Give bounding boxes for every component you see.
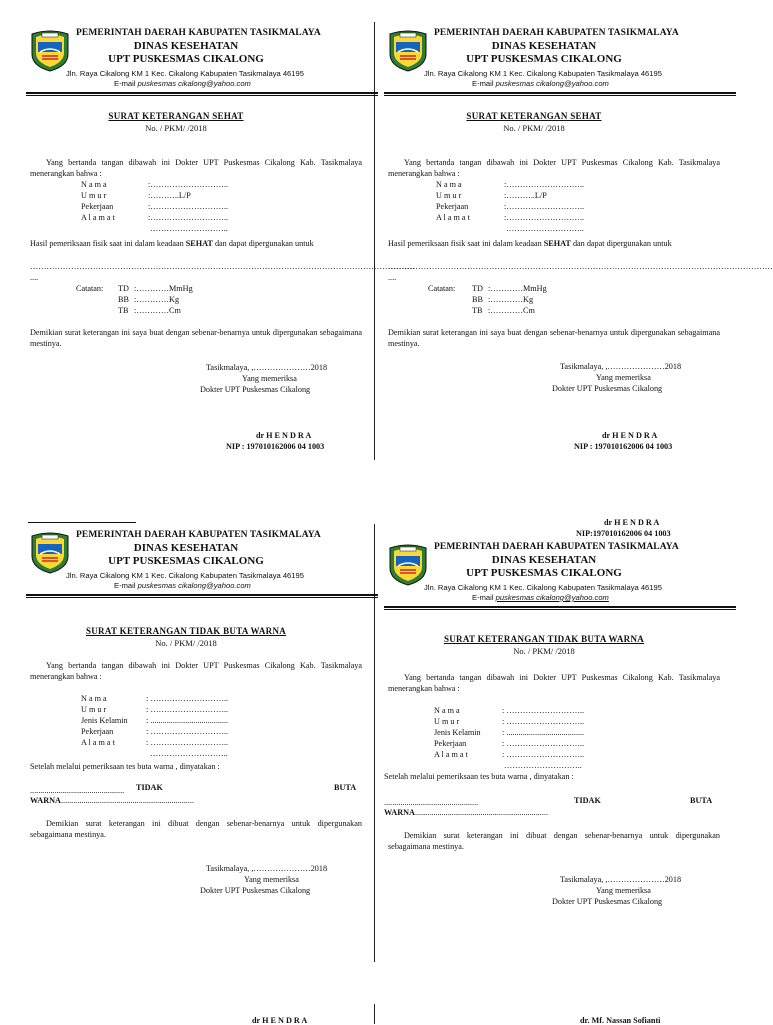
kop-line1: PEMERINTAH DAERAH KABUPATEN TASIKMALAYA <box>434 28 679 38</box>
result-paragraph: Hasil pemeriksaan fisik saat ini dalam keadaan SEHAT dan dapat dipergunakan untuk <box>388 239 672 248</box>
cut-line <box>28 522 136 523</box>
kop-address: Jln. Raya Cikalong KM 1 Kec. Cikalong Kabupaten Tasikmalaya 46195 <box>66 571 304 580</box>
field-value-alamat-2: ……………………….. <box>150 749 228 758</box>
doctor-title: Dokter UPT Puskesmas Cikalong <box>552 897 663 906</box>
signer-nip: NIP : 197010162006 04 1003 <box>574 442 673 451</box>
kop-line3: UPT PUSKESMAS CIKALONG <box>108 555 264 567</box>
letter-sehat-1 <box>26 22 415 462</box>
kop-line1: PEMERINTAH DAERAH KABUPATEN TASIKMALAYA <box>76 28 321 38</box>
catatan-label: Catatan: <box>76 284 104 293</box>
field-value-nama: :……………………….. <box>504 180 585 189</box>
catatan-bb-label: BB <box>118 295 129 304</box>
field-value-alamat: :……………………….. <box>148 213 229 222</box>
place-date: Tasikmalaya, ,…………………2018 <box>206 363 328 372</box>
tasikmalaya-emblem-icon <box>386 28 430 72</box>
field-label-alamat: A l a m a t <box>81 738 115 747</box>
bottom-right-signer-name: dr. Mf. Nassan Sofianti <box>580 1016 661 1025</box>
word-tidak: TIDAK <box>136 783 163 792</box>
field-value-alamat-2: ……………………….. <box>504 761 582 770</box>
signer-nip: NIP : 197010162006 04 1003 <box>226 442 325 451</box>
catatan-td-value: :…………MmHg <box>134 284 193 293</box>
catatan-label: Catatan: <box>428 284 456 293</box>
closing-paragraph: Demikian surat keterangan ini dibuat dengan sebenar-benarnya untuk dipergunakan sebagaimana mestinya. <box>388 831 720 851</box>
kop-email: E-mail puskesmas cikalong@yahoo.com <box>114 581 251 590</box>
letter-title: SURAT KETERANGAN SEHAT <box>466 111 602 121</box>
header-rule <box>384 606 736 608</box>
field-value-umur: : ……………………….. <box>146 705 229 714</box>
letter-title: SURAT KETERANGAN TIDAK BUTA WARNA <box>443 634 645 644</box>
word-tidak: TIDAK <box>574 796 601 805</box>
divider-footer <box>374 1004 375 1024</box>
header-rule <box>26 594 378 596</box>
field-value-umur: :………..L/P <box>504 191 547 200</box>
bottom-left-signer-name: dr H E N D R A <box>252 1016 308 1025</box>
closing-paragraph: Demikian surat keterangan ini saya buat dengan sebenar-benarnya untuk dipergunakan sebagaimana mestinya. <box>388 328 720 348</box>
doctor-title: Dokter UPT Puskesmas Cikalong <box>200 886 311 895</box>
field-label-pekerjaan: Pekerjaan <box>434 739 467 748</box>
header-rule <box>26 92 378 94</box>
warna-line: WARNA................................................................. <box>30 796 194 805</box>
catatan-tb-label: TB <box>118 306 129 315</box>
field-value-pekerjaan: : ……………………….. <box>502 739 585 748</box>
letterhead <box>26 22 378 94</box>
doctor-title: Dokter UPT Puskesmas Cikalong <box>552 384 663 393</box>
email-address: puskesmas cikalong@yahoo.com <box>495 79 609 88</box>
place-date: Tasikmalaya, ,…………………2018 <box>560 875 682 884</box>
kop-line2: DINAS KESEHATAN <box>133 542 239 554</box>
field-label-umur: U m u r <box>434 717 460 726</box>
word-buta: BUTA <box>690 796 713 805</box>
field-label-jenis-kelamin: Jenis Kelamin <box>81 716 128 725</box>
result-sehat: SEHAT <box>185 239 213 248</box>
catatan-tb-label: TB <box>472 306 483 315</box>
result-paragraph: Hasil pemeriksaan fisik saat ini dalam keadaan SEHAT dan dapat dipergunakan untuk <box>30 239 314 248</box>
catatan-bb-value: :…………Kg <box>134 295 180 304</box>
kop-line2: DINAS KESEHATAN <box>133 40 239 52</box>
closing-paragraph: Demikian surat keterangan ini dibuat dengan sebenar-benarnya untuk dipergunakan sebagaimana mestinya. <box>30 819 362 839</box>
kop-line2: DINAS KESEHATAN <box>491 40 597 52</box>
kop-email: E-mail puskesmas cikalong@yahoo.com <box>472 593 609 602</box>
dots-left: .............................................. <box>384 798 479 807</box>
kop-address: Jln. Raya Cikalong KM 1 Kec. Cikalong Kabupaten Tasikmalaya 46195 <box>66 69 304 78</box>
intro-paragraph: Yang bertanda tangan dibawah ini Dokter UPT Puskesmas Cikalong Kab. Tasikmalaya menerangkan bahwa : <box>388 158 720 178</box>
kop-address: Jln. Raya Cikalong KM 1 Kec. Cikalong Kabupaten Tasikmalaya 46195 <box>424 69 662 78</box>
doctor-title: Dokter UPT Puskesmas Cikalong <box>200 385 311 394</box>
intro-paragraph: Yang bertanda tangan dibawah ini Dokter UPT Puskesmas Cikalong Kab. Tasikmalaya menerangkan bahwa : <box>30 158 362 178</box>
tasikmalaya-emblem-icon <box>28 530 72 574</box>
field-value-nama: :……………………….. <box>148 180 229 189</box>
letter-number: No. / PKM/ /2018 <box>155 638 217 648</box>
place-date: Tasikmalaya, ,…………………2018 <box>560 362 682 371</box>
field-label-pekerjaan: Pekerjaan <box>81 202 114 211</box>
header-rule-thin <box>26 597 378 598</box>
letterhead <box>384 536 736 608</box>
letter-sehat-2 <box>384 22 773 462</box>
kop-line3: UPT PUSKESMAS CIKALONG <box>108 53 264 65</box>
kop-address: Jln. Raya Cikalong KM 1 Kec. Cikalong Kabupaten Tasikmalaya 46195 <box>424 583 662 592</box>
field-label-nama: N a m a <box>434 706 460 715</box>
tasikmalaya-emblem-icon <box>386 542 430 586</box>
letter-number: No. / PKM/ /2018 <box>503 123 565 133</box>
field-label-pekerjaan: Pekerjaan <box>81 727 114 736</box>
statement: Setelah melalui pemeriksaan tes buta warna , dinyatakan : <box>30 762 220 771</box>
field-value-alamat-2: ……………………….. <box>150 224 228 233</box>
field-value-alamat-2: ……………………….. <box>506 224 584 233</box>
kop-line3: UPT PUSKESMAS CIKALONG <box>466 53 622 65</box>
letterhead <box>26 524 378 596</box>
kop-line3: UPT PUSKESMAS CIKALONG <box>466 567 622 579</box>
field-label-alamat: A l a m a t <box>81 213 115 222</box>
catatan-td-label: TD <box>472 284 483 293</box>
field-label-nama: N a m a <box>436 180 462 189</box>
kop-line2: DINAS KESEHATAN <box>491 554 597 566</box>
email-address: puskesmas cikalong@yahoo.com <box>495 593 609 602</box>
field-value-pekerjaan: : ……………………….. <box>146 727 229 736</box>
result-dots: …………………………………………………………………………………………………………………………… <box>388 262 773 271</box>
field-value-umur: :………..L/P <box>148 191 191 200</box>
field-label-jenis-kelamin: Jenis Kelamin <box>434 728 481 737</box>
catatan-bb-value: :…………Kg <box>488 295 534 304</box>
letter-title: SURAT KETERANGAN SEHAT <box>108 111 244 121</box>
field-label-nama: N a m a <box>81 180 107 189</box>
tasikmalaya-emblem-icon <box>28 28 72 72</box>
result-dots-2: .... <box>30 273 39 282</box>
catatan-bb-label: BB <box>472 295 483 304</box>
email-address: puskesmas cikalong@yahoo.com <box>137 79 251 88</box>
p4-signer-name: dr H E N D R A <box>604 518 660 527</box>
catatan-tb-value: :…………Cm <box>488 306 535 315</box>
catatan-td-label: TD <box>118 284 129 293</box>
signer-name: dr H E N D R A <box>256 431 312 440</box>
closing-paragraph: Demikian surat keterangan ini saya buat dengan sebenar-benarnya untuk dipergunakan sebagaimana mestinya. <box>30 328 362 348</box>
examiner-label: Yang memeriksa <box>596 373 651 382</box>
header-rule-thin <box>384 95 736 96</box>
field-value-umur: : ……………………….. <box>502 717 585 726</box>
result-sehat: SEHAT <box>543 239 571 248</box>
result-dots-2: .... <box>388 273 397 282</box>
kop-line1: PEMERINTAH DAERAH KABUPATEN TASIKMALAYA <box>434 542 679 552</box>
dots-left: .............................................. <box>30 786 125 795</box>
letter-number: No. / PKM/ /2018 <box>145 123 207 133</box>
warna-line: WARNA................................................................. <box>384 808 548 817</box>
field-value-pekerjaan: :……………………….. <box>148 202 229 211</box>
result-dots: …………………………………………………………………………………………………………………………… <box>30 262 415 271</box>
field-label-umur: U m u r <box>81 191 107 200</box>
kop-line1: PEMERINTAH DAERAH KABUPATEN TASIKMALAYA <box>76 530 321 540</box>
letter-title: SURAT KETERANGAN TIDAK BUTA WARNA <box>85 626 287 636</box>
field-value-alamat: :……………………….. <box>504 213 585 222</box>
intro-paragraph: Yang bertanda tangan dibawah ini Dokter UPT Puskesmas Cikalong Kab. Tasikmalaya menerangkan bahwa : <box>388 673 720 693</box>
catatan-tb-value: :…………Cm <box>134 306 181 315</box>
header-rule-thin <box>26 95 378 96</box>
intro-paragraph: Yang bertanda tangan dibawah ini Dokter UPT Puskesmas Cikalong Kab. Tasikmalaya menerangkan bahwa : <box>30 661 362 681</box>
signer-name: dr H E N D R A <box>602 431 658 440</box>
field-value-nama: : ……………………….. <box>502 706 585 715</box>
field-value-jenis-kelamin: : ...................................... <box>146 716 229 725</box>
catatan-td-value: :…………MmHg <box>488 284 547 293</box>
letter-buta-warna-1 <box>26 524 378 964</box>
kop-email: E-mail puskesmas cikalong@yahoo.com <box>472 79 609 88</box>
field-value-jenis-kelamin: : ...................................... <box>502 728 585 737</box>
examiner-label: Yang memeriksa <box>596 886 651 895</box>
letterhead <box>384 22 736 94</box>
field-label-alamat: A l a m a t <box>434 750 468 759</box>
p4-signer-nip: NIP:197010162006 04 1003 <box>576 529 671 538</box>
field-value-alamat: : ……………………….. <box>502 750 585 759</box>
field-value-nama: : ……………………….. <box>146 694 229 703</box>
header-rule-thin <box>384 609 736 610</box>
examiner-label: Yang memeriksa <box>244 875 299 884</box>
word-buta: BUTA <box>334 783 357 792</box>
field-label-umur: U m u r <box>436 191 462 200</box>
field-label-pekerjaan: Pekerjaan <box>436 202 469 211</box>
field-label-umur: U m u r <box>81 705 107 714</box>
letter-number: No. / PKM/ /2018 <box>513 646 575 656</box>
place-date: Tasikmalaya, ,…………………2018 <box>206 864 328 873</box>
letter-buta-warna-2 <box>384 536 736 976</box>
statement: Setelah melalui pemeriksaan tes buta warna , dinyatakan : <box>384 772 574 781</box>
email-address: puskesmas cikalong@yahoo.com <box>137 581 251 590</box>
examiner-label: Yang memeriksa <box>242 374 297 383</box>
field-value-alamat: : ……………………….. <box>146 738 229 747</box>
header-rule <box>384 92 736 94</box>
kop-email: E-mail puskesmas cikalong@yahoo.com <box>114 79 251 88</box>
field-label-nama: N a m a <box>81 694 107 703</box>
field-label-alamat: A l a m a t <box>436 213 470 222</box>
field-value-pekerjaan: :……………………….. <box>504 202 585 211</box>
